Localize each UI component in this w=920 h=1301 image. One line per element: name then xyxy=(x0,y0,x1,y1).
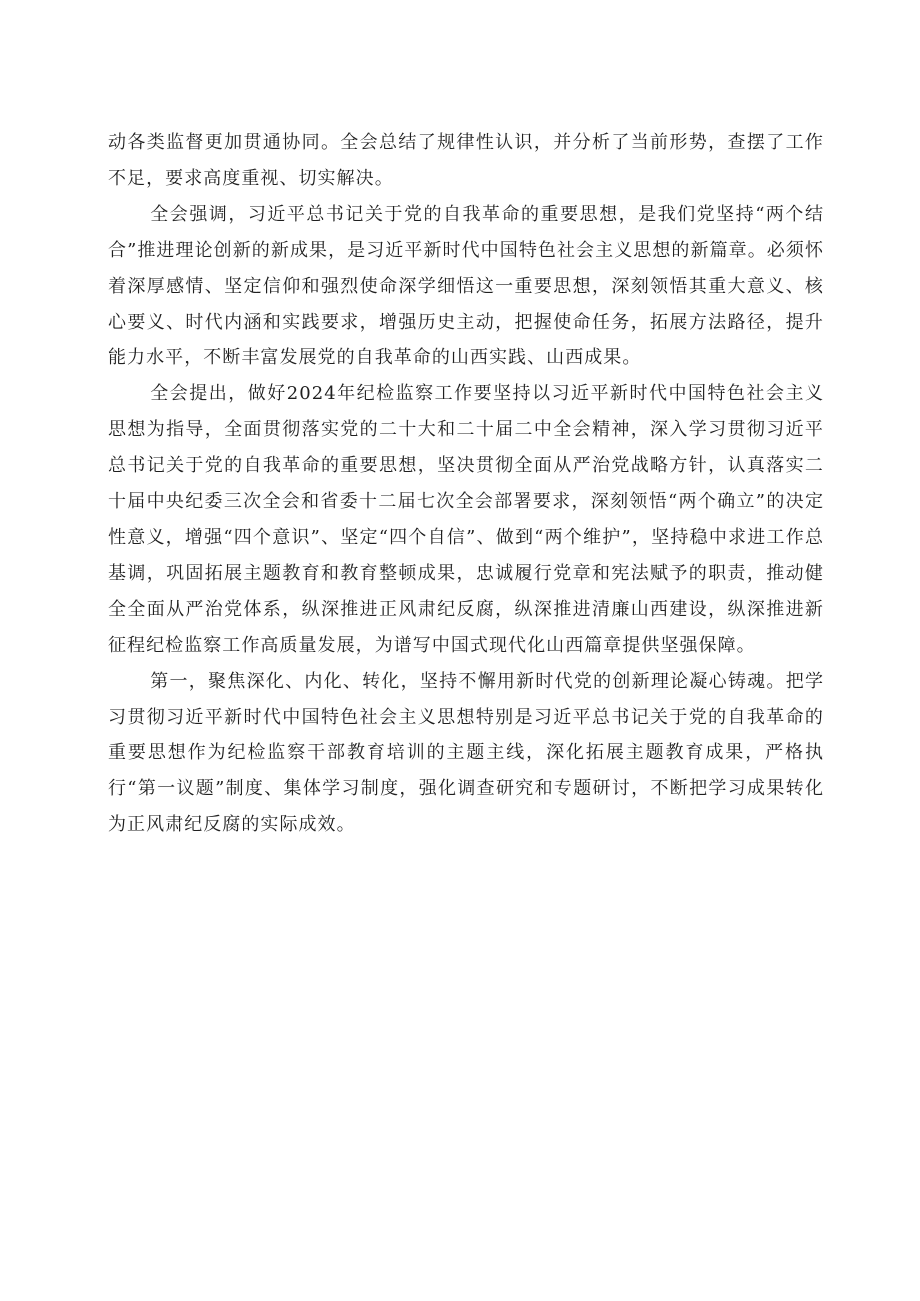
paragraph-3: 全会提出，做好2024年纪检监察工作要坚持以习近平新时代中国特色社会主义思想为指导，全面贯彻落实党的二十大和二十届二中全会精神，深入学习贯彻习近平总书记关于党的自我革命的重要思想，坚决贯彻全面从严治党战略方针，认真落实二十届中央纪委三次全会和省委十二届七次全会部署要求，深刻领悟“两个确立”的决定性意义，增强“四个意识”、坚定“四个自信”、做到“两个维护”，坚持稳中求进工作总基调，巩固拓展主题教育和教育整顿成果，忠诚履行党章和宪法赋予的职责，推动健全全面从严治党体系，纵深推进正风肃纪反腐，纵深推进清廉山西建设，纵深推进新征程纪检监察工作高质量发展，为谱写中国式现代化山西篇章提供坚强保障。 xyxy=(108,383,824,656)
paragraph-4: 第一，聚焦深化、内化、转化，坚持不懈用新时代党的创新理论凝心铸魂。把学习贯彻习近平新时代中国特色社会主义思想特别是习近平总书记关于党的自我革命的重要思想作为纪检监察干部教育培训的主题主线，深化拓展主题教育成果，严格执行“第一议题”制度、集体学习制度，强化调查研究和专题研讨，不断把学习成果转化为正风肃纪反腐的实际成效。 xyxy=(108,670,824,836)
document-body xyxy=(108,125,824,843)
paragraph-2: 全会强调，习近平总书记关于党的自我革命的重要思想，是我们党坚持“两个结合”推进理论创新的新成果，是习近平新时代中国特色社会主义思想的新篇章。必须怀着深厚感情、坚定信仰和强烈使命深学细悟这一重要思想，深刻领悟其重大意义、核心要义、时代内涵和实践要求，增强历史主动，把握使命任务，拓展方法路径，提升能力水平，不断丰富发展党的自我革命的山西实践、山西成果。 xyxy=(108,203,824,369)
paragraph-1: 动各类监督更加贯通协同。全会总结了规律性认识，并分析了当前形势，查摆了工作不足，要求高度重视、切实解决。 xyxy=(108,132,824,189)
